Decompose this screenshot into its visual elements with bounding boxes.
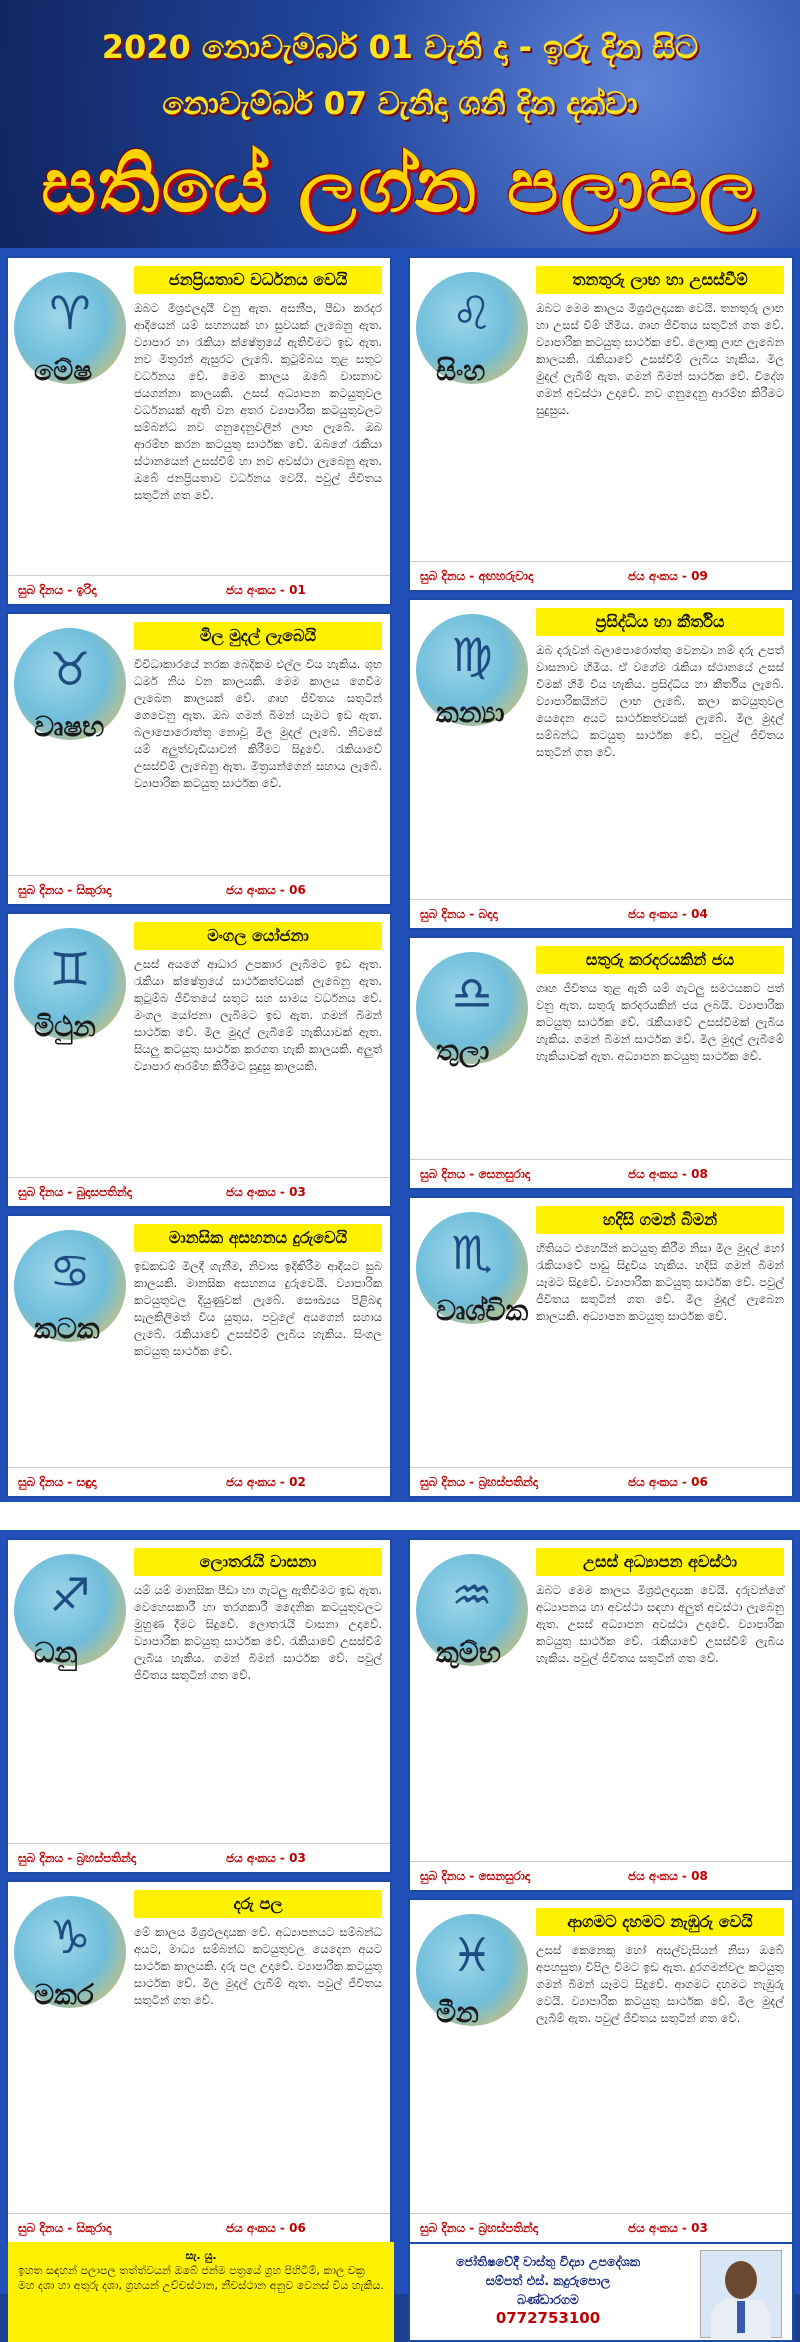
lucky-number: ජය අංකය - 09 [628, 569, 708, 583]
sign-text: ඔබට මිශ්‍රඵලදායී වනු ඇත. අසනීප, පීඩා කරදර ආදියෙන් යම් සහනයක් හා සුවයක් ලැබෙනු ඇත. ව්‍යාපාර හා රැකියා ක්ෂේත්‍රයේ ඇතිවිමට ඉඩ ඇත. නව මිතුරන් ඇසුරට ලැබේ. කුටුම්බය තුළ සතුට වර්ධනය වේ. මෙම කාලය ඔබේ වාසනාව ජයගන්නා කාලයකි. උසස් අධ්‍යාපන කටයුතුවල වර්ධනයක් ඇති වන අතර ව්‍යාපාරික කටයුතුවලට සම්බන්ධ නව ගනුදෙනුවලින් ලාභ ලැබේ. ඔබ ආරම්භ කරන කටයුතු සාර්ථක වේ. ඔබගේ රැකියා ස්ථානයෙන් උසස්වීම් හා නව අවස්ථා ලැබෙනු ඇත. ඔබේ ජනප්‍රියතාව වර්ධනය වෙයි. පවුල් ජීවිතය සතුටින් ගත වේ. [134, 301, 382, 502]
date-range-line-2: නොවැම්බර් 07 වැනිදා ශනි දින දක්වා [162, 86, 638, 122]
lucky-day: සුබ දිනය - ඉරිදා [18, 583, 97, 597]
sign-footer [8, 1843, 390, 1872]
lucky-day: සුබ දිනය - බ්‍රහස්පතින්දා [420, 1475, 539, 1489]
sign-footer [410, 2213, 792, 2242]
sign-headline: මංගල යෝජනා [134, 922, 382, 950]
sign-emblem [14, 928, 126, 1043]
lucky-day: සුබ දිනය - සිකුරාදා [18, 2221, 112, 2235]
sign-card-vrushchika [408, 1196, 794, 1498]
sign-headline: තනතුරු ලාභ හා උසස්වීම් [536, 266, 784, 294]
lucky-number: ජය අංකය - 02 [226, 1475, 306, 1489]
author-location: බණ්ඩාරගම [517, 2292, 579, 2307]
sign-text: ඔබ දරුවන් බලාපොරොත්තු වෙනවා නම් දරු උපත් වාසනාව හිමිය. ඒ වගේම රැකියා ස්ථානයේ උසස් වීමක් හිමි විය හැකිය. ප්‍රසිද්ධිය හා කීර්තිය ලැබේ. ව්‍යාපාරිකයින්ට ලාභ ලැබේ. කලා කටයුතුවල යෙදෙන අයට සාර්ථකත්වයක් ලැබේ. මිල මුදල් සම්බන්ධ කටයුතු සාර්ථක වේ. පවුල් ජීවිතය සතුටින් ගත වේ. [536, 643, 784, 759]
lucky-number: ජය අංකය - 06 [226, 2221, 306, 2235]
sign-emblem [14, 272, 126, 387]
sign-card-dhanu [6, 1538, 392, 1874]
sign-headline: උසස් අධ්‍යාපන අවස්ථා [536, 1548, 784, 1576]
sign-name: ධනු [34, 1636, 78, 1669]
sign-name: කුම්භ [436, 1636, 501, 1669]
aries-icon: ♈ [49, 286, 91, 340]
sign-text: යම් යම් මානසික පීඩා හා ගැටලු ඇතිවිමට ඉඩ ඇත. වෙහෙසකාරී හා තරගකාරී දෛනික කටයුතුවලට මුහුණ දීමට සිදුවේ. ලොතරැයි වාසනා උදාවේ. ව්‍යාපාරික කටයුතු සාර්ථක වේ. රැකියාවේ උසස්වීම් ලැබිය හැකිය. ගමන් බිමන් සාර්ථක වේ. පවුල් ජීවිතය සතුටින් ගත වේ. [134, 1583, 382, 1682]
sign-card-simha [408, 256, 794, 592]
sign-text: ඔබට මෙම කාලය මිශ්‍රඵලදායක වෙයි. දරුවන්ගේ අධ්‍යාපනය හා අවස්ථා සඳහා අලුත් අවස්ථා ලැබෙනු ඇත. උසස් අධ්‍යාපන අවස්ථා උදාවේ. ව්‍යාපාරික කටයුතු සාර්ථක වේ. රැකියාවේ උසස්වීම් ලැබිය හැකිය. පවුල් ජීවිතය සතුටින් ගත වේ. [536, 1583, 784, 1665]
sign-headline: දරු පල [134, 1890, 382, 1918]
sign-headline: මිල මුදල් ලැබෙයි [134, 622, 382, 650]
pisces-icon: ♓ [451, 1928, 493, 1982]
section-divider [0, 1502, 800, 1530]
header-banner [0, 0, 800, 248]
lucky-number: ජය අංකය - 06 [226, 883, 306, 897]
sign-footer [8, 875, 390, 904]
sign-text: හිතියට එහෙයින් කටයුතු කිරීම නිසා මිල මුදල් හෝ රැකියාවේ පාඩු සිදුවිය හැකිය. හදිසි ගමන් බිමන් යෑමට සිදුවේ. ව්‍යාපාරික කටයුතු සාර්ථක වේ. පවුල් ජීවිතය සතුටින් ගත වේ. මිල මුදල් ලැබෙන කාලයකි. අධ්‍යාපන කටයුතු සාර්ථක වේ. [536, 1241, 784, 1323]
sign-footer [8, 2213, 390, 2242]
sign-name: මිථුන [34, 1010, 96, 1043]
photo-head [725, 2261, 757, 2299]
author-title: ජෝතිෂවේදී වාස්තු විද්‍යා උපදේශක [455, 2254, 641, 2269]
sign-name: මීන [436, 1996, 479, 2029]
lucky-day: සුබ දිනය - සෙනසුරාදා [420, 1869, 531, 1883]
sign-card-mithuna [6, 912, 392, 1208]
lucky-day: සුබ දිනය - බුදාසපතින්දා [18, 1185, 132, 1199]
author-name: සම්පත් එස්. කදුරුපොල [485, 2273, 611, 2288]
sign-emblem [416, 1212, 529, 1327]
sign-name: මේෂ [34, 354, 93, 387]
sign-name: කන්‍යා [436, 696, 505, 729]
sign-emblem [14, 1896, 126, 2011]
sign-headline: ජනප්‍රියතාව වර්ධනය වෙයි [134, 266, 382, 294]
gemini-icon: ♊ [49, 942, 91, 996]
sign-footer [410, 1861, 792, 1890]
sign-text: උසස් කෙනෙකු හෝ අසල්වැසියන් නිසා ඔබේ අපහසුතා විපිල විමට ඉඩ ඇත. දුරගමන්වල කටයුතු ගමන් බිමන් යෑමට සිදුවේ. ආගමට දහමට නැඹුරු වෙයි. ව්‍යාපාරික කටයුතු සාර්ථක වේ. මිල මුදල් ලැබීම් ඇත. පවුල් ජීවිතය සතුටින් ගත වේ. [536, 1943, 784, 2025]
sagittarius-icon: ♐ [49, 1568, 91, 1622]
lucky-day: සුබ දිනය - සිකුරාදා [18, 883, 112, 897]
lucky-number: ජය අංකය - 03 [226, 1851, 306, 1865]
sign-text: උසස් අයගේ ආධාර උපකාර ලැබීමට ඉඩ ඇත. රැකියා ක්ෂේත්‍රයේ සාර්ථකත්වයක් ලැබෙනු ඇත. කුටුම්බ ජීවිතයේ සතුට සහ සාමය වර්ධනය වේ. මංගල යෝජනා ලැබීමට ඉඩ ඇත. ගමන් බිමන් සාර්ථක වේ. මිල මුදල් ලැබීමේ හැකියාවක් ඇත. සියලු කටයුතු සාර්ථක කරගත හැකි කාලයකි. අලුත් ව්‍යාපාර ආරම්භ කිරීමට සුදුසු කාලයකි. [134, 957, 382, 1073]
date-range-line-1: 2020 නොවැම්බර් 01 වැනි දා - ඉරු දින සිට [101, 28, 699, 66]
lucky-day: සුබ දිනය - බ්‍රහස්පතින්දා [420, 2221, 539, 2235]
sign-name: සිංහ [436, 354, 486, 387]
sign-name: තුලා [436, 1034, 490, 1067]
author-box [408, 2242, 794, 2342]
sign-text: විවිධාකාරයේ නරක බෙදිකම එල්ල විය හැකිය. ශූභ ධර්ම නිය වන කාලයකි. මෙම කාලය ගෙවීම ලැබෙන කාලයක් වේ. ගෘහ ජීවිතය සතුටින් ගෙවෙනු ඇත. ඔබ ගමන් බිමන් යෑමට ඉඩ ඇත. බලාපොරොත්තු නොවූ මිල මුදල් ලැබේ. නිවසේ යම් අලුත්වැඩියාවන් කිරීමට සිදුවේ. රැකියාවේ උසස්වීම් ලැබෙනු ඇත. මිත්‍රයන්ගෙන් සහාය ලැබේ. ව්‍යාපාරික කටයුතු සාර්ථක වේ. [134, 657, 382, 790]
capricorn-icon: ♑ [49, 1910, 91, 1964]
sign-name: කටක [34, 1312, 100, 1345]
sign-footer [410, 1467, 792, 1496]
lucky-day: සුබ දිනය - සෙනසුරාදා [420, 1167, 531, 1181]
sign-emblem [416, 614, 528, 729]
lucky-day: සුබ දිනය - බදාදා [420, 907, 498, 921]
photo-tie [737, 2301, 745, 2333]
scorpio-icon: ♏ [451, 1226, 493, 1280]
lucky-day: සුබ දිනය - බ්‍රහස්පතින්දා [18, 1851, 137, 1865]
sign-name: මකර [34, 1978, 94, 2011]
author-photo [700, 2250, 782, 2338]
sign-card-makara [6, 1880, 392, 2244]
section-one [0, 248, 800, 1502]
sign-card-meena [408, 1898, 794, 2244]
sign-footer [410, 1159, 792, 1188]
sign-text: ඔබට මෙම කාලය මිශ්‍රඵලදායක වෙයි. තනතුරු ලාභ හා උසස් වීම් හිමිය. ගෘහ ජීවිතය සතුටින් ගත වේ. ව්‍යාපාරික කටයුතු සාර්ථක වේ. ලොකු ලාභ ලැබෙන කාලයකි. රැකියාවේ උසස්වීම් ලැබිය හැකිය. මිල මුදල් ලැබීම් ඇත. ගමන් බිමන් සාර්ථක වේ. විදේශ ගමන් අවස්ථා උදාවේ. නව ගනුදෙනු ආරම්භ කිරීමට සුදුසුය. [536, 301, 784, 417]
sign-card-kataka [6, 1214, 392, 1498]
sign-text: මේ කාලය මිශ්‍රඵලදායක වේ. අධ්‍යාපනයට සම්බන්ධ අයට, මාධ්‍ය සම්බන්ධ කටයුතුවල යෙදෙන අයට සාර්ථක කාලයකි. දරු පල උදාවේ. ව්‍යාපාරික කටයුතු සාර්ථක වේ. මිල මුදල් ලැබීම් ඇත. පවුල් ජීවිතය සතුටින් ගත වේ. [134, 1925, 382, 2007]
sign-footer [8, 1177, 390, 1206]
note-text: ඉහත සඳහන් පලාපල තත්ත්වයන් ඔබේ ජන්ම පත්‍රයේ ග්‍රහ පිහිටීම්, කාල චක්‍ර මහ දශා හා අතුරු දශා, ග්‍රහයන් උච්චස්ථාන, නීචස්ථාන අනුව වෙනස් විය හැකිය. [18, 2264, 384, 2292]
sign-emblem [416, 1554, 528, 1669]
lucky-number: ජය අංකය - 08 [628, 1869, 708, 1883]
sign-card-kanya [408, 598, 794, 930]
lucky-number: ජය අංකය - 01 [226, 583, 306, 597]
libra-icon: ♎ [451, 966, 493, 1020]
sign-name: වෘශ්චික [436, 1294, 529, 1327]
sign-card-thula [408, 936, 794, 1190]
lucky-number: ජය අංකය - 06 [628, 1475, 708, 1489]
sign-emblem [14, 1554, 126, 1669]
sign-emblem [416, 272, 528, 387]
sign-footer [410, 899, 792, 928]
sign-headline: ආගමට දහමට නැඹුරු වෙයි [536, 1908, 784, 1936]
sign-emblem [416, 1914, 528, 2029]
page-title: සතියේ ලග්න පලාපල [41, 140, 759, 229]
sign-headline: ලොතරැයි වාසනා [134, 1548, 382, 1576]
leo-icon: ♌ [451, 286, 493, 340]
sign-emblem [416, 952, 528, 1067]
sign-card-vrushabha [6, 612, 392, 906]
lucky-number: ජය අංකය - 04 [628, 907, 708, 921]
lucky-day: සුබ දිනය - අඟහරුවාදා [420, 569, 534, 583]
sign-name: වෘෂභ [34, 710, 105, 743]
virgo-icon: ♍ [451, 628, 493, 682]
sign-text: ගෘහ ජීවිතය තුළ ඇති යම් ගැටලු සමථයකට පත් වනු ඇත. සතුරු කරදරයකින් ජය ලබයි. ව්‍යාපාරික කටයුතු සාර්ථක වේ. රැකියාවේ උසස්වීමක් ලැබිය හැකිය. ගමන් බිමන් සාර්ථක වේ. මිල මුදල් ලැබීමේ හැකියාවක් ඇත. අධ්‍යාපන කටයුතු සාර්ථක වේ. [536, 981, 784, 1063]
sign-headline: හදිසි ගමන් බිමන් [536, 1206, 784, 1234]
author-phone: 0772753100 [495, 2309, 601, 2327]
author-details [418, 2252, 678, 2328]
lucky-number: ජය අංකය - 03 [226, 1185, 306, 1199]
sign-headline: මානසික අසහනය දුරුවෙයි [134, 1224, 382, 1252]
lucky-day: සුබ දිනය - සඳුදා [18, 1475, 97, 1489]
sign-emblem [14, 628, 126, 743]
lucky-number: ජය අංකය - 03 [628, 2221, 708, 2235]
note-title: සැ. යු. [185, 2249, 217, 2262]
sign-card-kumbha [408, 1538, 794, 1892]
sign-footer [8, 575, 390, 604]
note-box [8, 2242, 394, 2342]
sign-emblem [14, 1230, 126, 1345]
sign-card-mesha [6, 256, 392, 606]
section-two [0, 1530, 800, 2327]
sign-footer [8, 1467, 390, 1496]
taurus-icon: ♉ [49, 642, 91, 696]
sign-headline: ප්‍රසිද්ධිය හා කීර්තිය [536, 608, 784, 636]
sign-text: ඉඩකඩම් මිලදී ගැනීම, නිවාස ඉදිකිරීම ආදියට සුබ කාලයකි. මානසික අසහනය දුරුවෙයි. ව්‍යාපාරික කටයුතුවල දියුණුවක් ලැබේ. සෞඛ්‍යය පිළිබඳ සැලකිලිමත් විය යුතුය. පවුලේ අයගෙන් සහාය ලැබේ. රැකියාවේ උසස්වීම් ලැබිය හැකිය. සිංගල කටයුතු සාර්ථක වේ. [134, 1259, 382, 1358]
sign-footer [410, 561, 792, 590]
aquarius-icon: ♒ [451, 1568, 493, 1622]
cancer-icon: ♋ [49, 1244, 91, 1298]
sign-headline: සතුරු කරදරයකින් ජය [536, 946, 784, 974]
lucky-number: ජය අංකය - 08 [628, 1167, 708, 1181]
